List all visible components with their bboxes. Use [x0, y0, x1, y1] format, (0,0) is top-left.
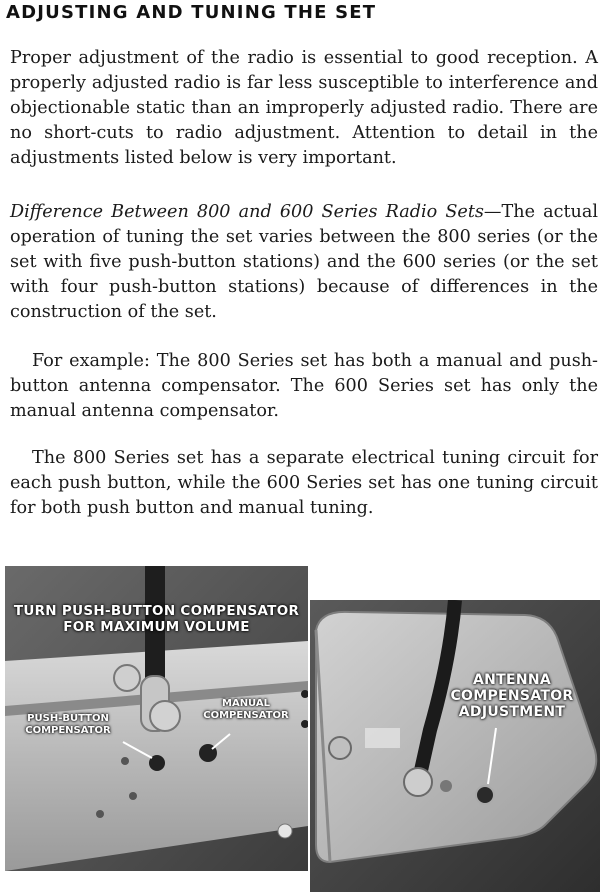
caption-turn-push-button [5, 604, 308, 635]
paragraph-intro: Proper adjustment of the radio is essential to good reception. A properly adjusted radio is far less susceptible to interference and objectionable static than an improperly adjusted radio. There are no short-cuts to radio adjustment. Attention to detail in the adjustments listed below is very important. [10, 48, 598, 168]
caption-line: ANTENNA [472, 672, 552, 688]
label-line: PUSH-BUTTON [27, 713, 109, 724]
paragraph-series-difference [10, 200, 598, 325]
caption-line: FOR MAXIMUM VOLUME [63, 618, 250, 635]
caption-line: TURN PUSH-BUTTON COMPENSATOR [13, 603, 300, 619]
caption-antenna-compensator-adjustment [422, 672, 600, 720]
label-push-button-compensator [14, 713, 122, 736]
section-heading: ADJUSTING AND TUNING THE SET [6, 2, 377, 23]
run-in-heading: Difference Between 800 and 600 Series Radio Sets— [10, 202, 502, 222]
label-line: COMPENSATOR [25, 724, 111, 736]
caption-line: COMPENSATOR [450, 688, 574, 705]
photo-right-illustration [310, 600, 600, 892]
label-line: COMPENSATOR [203, 709, 289, 721]
caption-line: ADJUSTMENT [458, 704, 566, 721]
photo-antenna-compensator [310, 600, 600, 892]
label-manual-compensator [195, 698, 297, 721]
paragraph-example: For example: The 800 Series set has both a manual and push-button antenna compensator. The 600 Series set has only the manual antenna compensator. [10, 351, 598, 421]
label-line: MANUAL [222, 698, 270, 709]
paragraph-tuning-circuit: The 800 Series set has a separate electrical tuning circuit for each push button, while the 600 Series set has one tuning circuit for both push button and manual tuning. [10, 448, 598, 518]
paragraph-series-difference-body: The actual operation of tuning the set varies between the 800 series (or the set with five push-button stations) and the 600 series (or the set with four push-button stations) because of differences in the construction of the set. [10, 202, 598, 322]
